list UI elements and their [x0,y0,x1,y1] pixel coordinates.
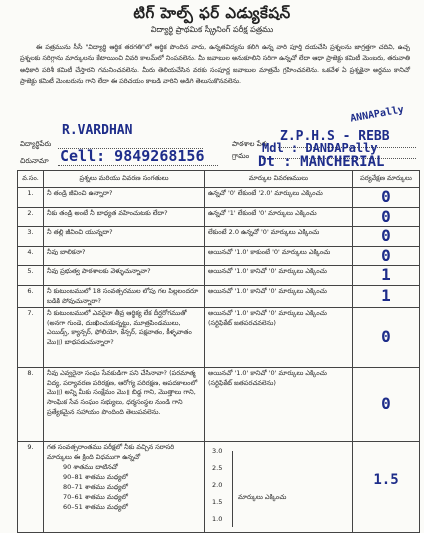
instructions-paragraph: ఈ పత్రమును సీసీ "విద్యార్థి ఆర్థిక తరగతి"లో ఆర్థిక పొందిన వారు, ఉన్నతవిద్యను కలిగి ఉన్న వారి పూర్తి దయచేసి ప్రశ్నలను జాగ్రత్తగా చదివి, ఉచ్చ ప్రశ్నలకు సరిగ్గాను మార్కులను కేటాయించి వివరి కాలమ్‌లో నింపవలెను. మీ జవాబుల అనుకూలిని సరిగా ఉన్నచో లేదా ఆధా ప్రాజెక్టు కమిటీ మెంబరు, తరువాతి అధికారి పరిశీ కమిటీ చేస్తారని గమనించవలెను. మీరు తెలియచేసిన వరకు సంపూర్ణ జవాబుల మాత్రమే గ్రహించవలెను. ఒకవేళ ఏ ప్రశ్నకైనా అర్థము కానిచో ప్రాజెక్టు కమిటీ మెంబరును గాని లేదా ఈ పరిచయం కాబడి వారిని అడిగి తెలుసుకొనవలెను. [20,43,410,86]
table-row: 7. నీ కుటుంబములో ఎవరైనా తీవ్ర ఆర్థిక్య లేక దీర్ఘరోగముతో (అనగా గుండె, దుఃఖించుకున్నట్టు, మూత్రపిండములు, ఎయిడ్స్, క్యాన్సర్, ఫోలియో, కేన్సర్, పక్షవాతం, కీళ్ళవాతం మొ॥) బాధపడుచున్నారా? అయినచో '1.0' కానిచో '0' మార్కులు ఎక్కించు (సర్టిఫికేట్ జతపరచవలెను) 0 [18,308,420,368]
score-value: 1 [381,286,391,306]
screening-table [17,170,420,533]
school-name-value: Z.P.H.S - REBB [280,129,390,144]
village-corner-note: ANNAPally [349,104,405,125]
table-row: 8. నీవు ఎవ్వరైనా సంఘ సేవకుడిగా పని చేసినావా? (పరమాత్మ విద్య, పర్యావరణ పరిరక్షణ, ఆరోగ్య పరిరక్షణ, ఆపదకాలంలో మొ॥) అన్ని మీకు సంక్షేమం మొ॥ బిడ్డ గాని, మొత్తాలు గాని, సాంఘిక సేవ సంఘం సభ్యులు, ధర్మసంస్థల నుండి గాని ప్రత్యేకమైన సహాయం పొందింది తెలుపవలెను. అయినచో '1.0' కానిచో '0' మార్కులు ఎక్కించు (సర్టిఫికేట్ జతపరచవలెను) 0 [18,368,420,442]
table-row: 5. నీవు ప్రభుత్వ పాఠశాలకు వెళ్ళుచున్నావా? అయినచో '1.0' కానిచో '0' మార్కులు ఎక్కించు 1 [18,266,420,286]
page-subtitle: విద్యార్థి ప్రాథమిక స్క్రీనింగ్ పరీక్ష పత్రము [150,25,274,34]
page-title: టిగ్ హెల్ప్ ఫర్ ఎడ్యుకేషన్ [133,4,291,22]
table-row: 1. నీ తండ్రి జీవించి ఉన్నారా? ఉన్నచో '0' లేకుంటే '2.0' మార్కులు ఎక్కించు 0 [18,188,420,208]
score-value: 1.5 [373,472,399,489]
table-row: 3. నీ తల్లి జీవించి యున్నదా? లేకుంటే 2.0 ఉన్నచో '0' మార్కులు ఎక్కించు 0 [18,227,420,247]
grade-item: 60–51 శాతము మధ్యలో [63,503,128,512]
phone-value: Cell: 9849268156 [60,147,205,165]
table-header-row [18,171,420,188]
score-value: 0 [381,206,391,226]
grade-item: 90 శాతము దాటినచో [63,463,118,472]
table-row: 2. నీకు తండ్రి అంటే నీ బాధ్యత వహించుటకు లేదా? ఉన్నచో '1' లేకుంటే '0' మార్కులు ఎక్కించు 0 [18,207,420,227]
grade-item: 70–61 శాతము మధ్యలో [63,493,128,502]
phone-label: చిరునామా [20,157,49,165]
column-header-question: ప్రశ్నలు మరియు వివరణ సంగతులు [44,171,205,188]
column-header-number: వ.సం. [18,171,44,188]
score-value: 1 [381,265,391,285]
score-value: 0 [381,187,391,206]
student-name-value: R.VARDHAN [62,123,133,138]
grade-list [47,462,201,512]
mandal-value: Mdl : DANDAPally [262,141,378,155]
grade-marks-scale: 3.0 2.5 2.0 1.5 1.0 మార్కులు ఎక్కించు [212,447,260,529]
column-header-marking-rule: మార్కుల వివరణములు [205,171,353,188]
grade-item: 80–71 శాతము మధ్యలో [63,483,128,492]
score-value: 0 [381,226,391,246]
score-value: 0 [381,394,391,414]
table-row: 6. నీ కుటుంబములో 18 సంవత్సరముల లోపు గల పిల్లలందరూ బడికి పోవుచున్నారా? అయినచో '1.0' కానిచో '0' మార్కులు ఎక్కించు 1 [18,285,420,307]
column-header-score: పర్యవేక్షణ మార్కులు [353,171,420,188]
score-value: 0 [381,327,391,347]
score-value: 0 [381,245,391,265]
table-row: 4. నీవు బాలికనా? అయినచో '1.0' కాకుంటే '0' మార్కులు ఎక్కించు 0 [18,246,420,266]
grade-item: 90–81 శాతము మధ్యలో [63,473,128,482]
district-value: Dt : MANCHERIAL [258,154,385,170]
student-name-label: విద్యార్థిపేరు [20,140,52,148]
table-row: 9. గత సంవత్సరాంతము పరీక్షలో నీకు వచ్చిన సరాసరి మార్కులు ఈ క్రింది విధముగా ఉన్నచో 90 శాతము దాటినచో 90–81 శాతము మధ్యలో 80–71 శాతము మధ్యలో 70–61 శాతము మధ్యలో 60–51 శాతము మధ్యలో 3.0 2.5 2.0 1.5 1.0 మార్కులు ఎక్కించు 1.5 [18,442,420,533]
village-label: గ్రామం [232,152,250,160]
school-name-label: పాఠశాల పేరు [232,140,269,148]
